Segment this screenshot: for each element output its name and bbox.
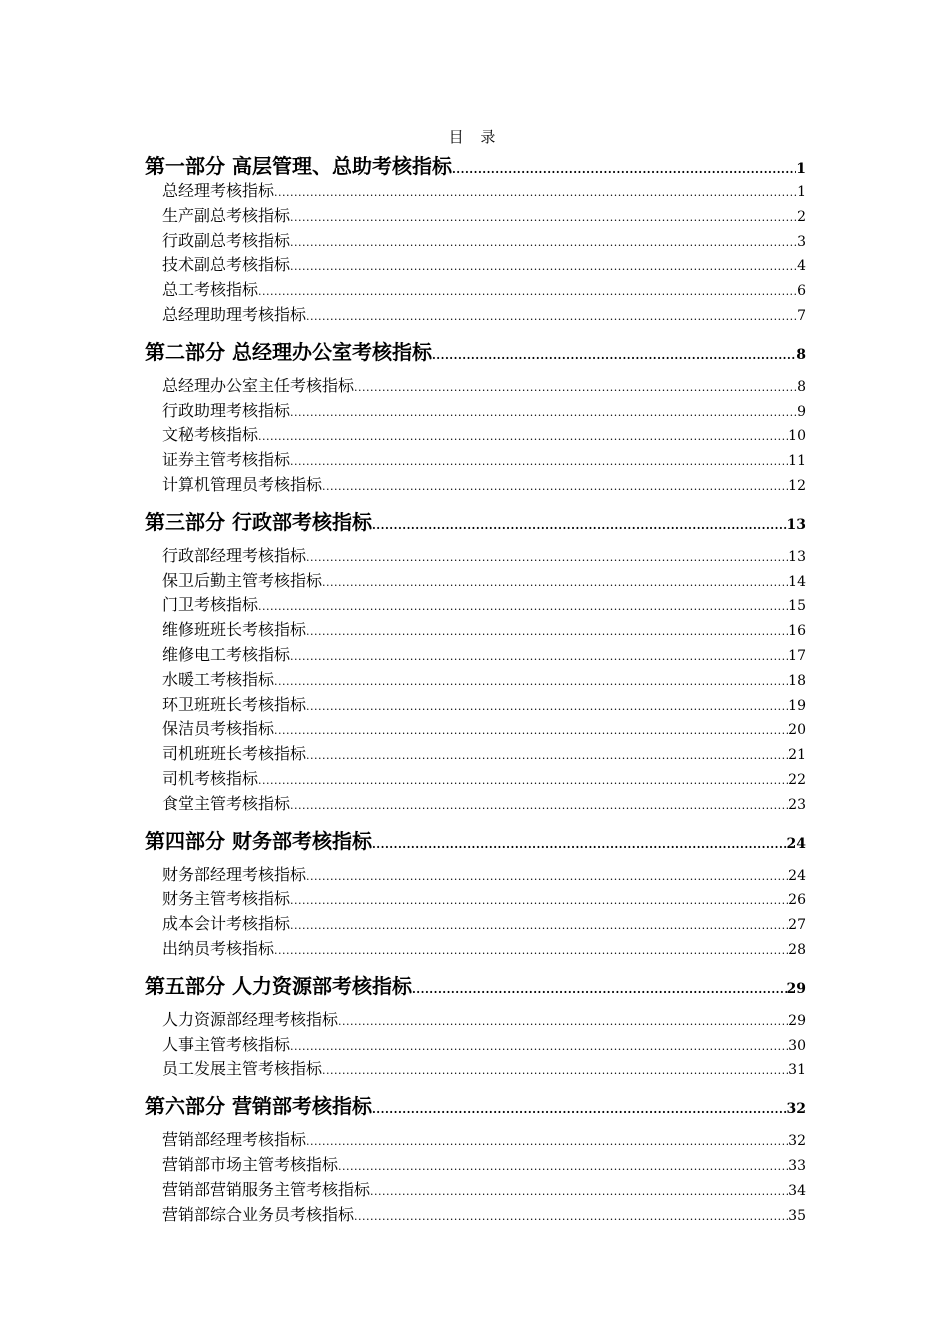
dot-leader [306,1135,788,1148]
toc-entry-page: 3 [797,233,806,250]
toc-entry-page: 31 [788,1062,806,1079]
toc-entry-label: 食堂主管考核指标 [162,793,291,813]
toc-title: 目 录 [448,128,502,146]
toc-entry[interactable] [145,302,806,327]
toc-entry-label: 保洁员考核指标 [162,719,275,739]
toc-entry[interactable] [145,568,806,593]
toc-entry-label: 计算机管理员考核指标 [162,474,323,494]
toc-entry-label: 门卫考核指标 [162,595,259,615]
dot-leader [306,625,788,638]
toc-entry-page: 8 [797,378,806,395]
dot-leader [370,1185,788,1198]
toc-entry[interactable] [145,1056,806,1081]
toc-entry[interactable] [145,911,806,936]
dot-leader [338,1015,788,1028]
dot-leader [322,480,788,493]
toc-section-page: 24 [786,835,806,852]
toc-entry-label: 人事主管考核指标 [162,1034,291,1054]
toc-entry[interactable] [145,1032,806,1057]
toc-entry-page: 6 [797,283,806,300]
toc-entry[interactable] [145,642,806,667]
toc-section-6[interactable] [145,1090,806,1118]
toc-entry[interactable] [145,178,806,203]
toc-entry-page: 28 [788,941,806,958]
dot-leader [354,1210,788,1223]
toc-entry-label: 环卫班班长考核指标 [162,694,307,714]
toc-entry-page: 26 [788,892,806,909]
toc-entry-page: 7 [797,307,806,324]
toc-entry-page: 1 [797,184,806,200]
toc-section-label: 第五部分 人力资源部考核指标 [145,973,412,998]
toc-entry[interactable] [145,617,806,642]
toc-entry-label: 财务部经理考核指标 [162,864,307,884]
toc-entry-page: 17 [788,647,806,664]
dot-leader [306,870,788,883]
toc-entry-label: 保卫后勤主管考核指标 [162,570,323,590]
toc-entry[interactable] [145,472,806,497]
dot-leader [452,163,796,176]
toc-entry-label: 营销部经理考核指标 [162,1130,307,1150]
toc-entry[interactable] [145,862,806,887]
toc-entry[interactable] [145,1152,806,1177]
dot-leader [258,600,788,613]
toc-entry-label: 员工发展主管考核指标 [162,1059,323,1079]
toc-entry-page: 23 [788,796,806,813]
dot-leader [290,799,788,812]
dot-leader [274,944,788,957]
dot-leader [338,1160,788,1173]
dot-leader [306,310,797,323]
toc-entry[interactable] [145,716,806,741]
toc-entry-label: 总经理助理考核指标 [162,304,307,324]
toc-entry[interactable] [145,543,806,568]
toc-entry-page: 18 [788,672,806,689]
dot-leader [274,186,797,199]
toc-entry-label: 生产副总考核指标 [162,205,291,225]
toc-entry-page: 19 [788,697,806,714]
dot-leader [372,519,787,532]
toc-entry-page: 29 [788,1012,806,1029]
dot-leader [412,983,787,996]
dot-leader [290,211,797,224]
toc-section-5[interactable] [145,970,806,998]
toc-entry-label: 营销部营销服务主管考核指标 [162,1179,371,1199]
toc-entry-label: 证券主管考核指标 [162,450,291,470]
dot-leader [258,430,788,443]
toc-entry-page: 9 [797,403,806,420]
dot-leader [322,576,788,589]
toc-entry-page: 12 [788,477,806,494]
toc-entry-page: 32 [788,1133,806,1150]
toc-entry-page: 4 [797,258,806,275]
toc-entry-label: 人力资源部经理考核指标 [162,1009,339,1029]
toc-entry-label: 总工考核指标 [162,280,259,300]
toc-entry-label: 水暖工考核指标 [162,669,275,689]
toc-entry-label: 行政副总考核指标 [162,230,291,250]
toc-section-label: 第六部分 营销部考核指标 [145,1094,372,1119]
toc-entry-label: 维修班班长考核指标 [162,620,307,640]
dot-leader [290,260,797,273]
toc-entry-page: 20 [788,722,806,739]
dot-leader [354,381,797,394]
toc-section-label: 第一部分 高层管理、总助考核指标 [145,154,452,178]
toc-entry-label: 成本会计考核指标 [162,914,291,934]
dot-leader [290,894,788,907]
toc-entry-page: 27 [788,917,806,934]
dot-leader [290,406,797,419]
toc-section-page: 29 [786,980,806,997]
toc-entry[interactable] [145,1177,806,1202]
dot-leader [290,919,788,932]
dot-leader [290,455,788,468]
dot-leader [306,551,788,564]
toc-entry-page: 15 [788,598,806,615]
toc-section-2[interactable] [145,336,806,364]
toc-section-label: 第四部分 财务部考核指标 [145,828,372,853]
toc-entry[interactable] [145,886,806,911]
toc-entry[interactable] [145,422,806,447]
toc-entry[interactable] [145,373,806,398]
dot-leader [322,1064,788,1077]
toc-entry-page: 13 [788,548,806,565]
toc-entry[interactable] [145,667,806,692]
toc-entry-page: 34 [788,1182,806,1199]
toc-entry-label: 营销部综合业务员考核指标 [162,1204,355,1224]
toc-section-4[interactable] [145,825,806,853]
toc-section-page: 1 [796,161,806,177]
toc-entry[interactable] [145,592,806,617]
toc-entry-page: 33 [788,1157,806,1174]
toc-entry[interactable] [145,741,806,766]
toc-entry[interactable] [145,277,806,302]
toc-entry-label: 司机班班长考核指标 [162,744,307,764]
table-of-contents [145,150,806,1226]
dot-leader [290,650,788,663]
toc-entry[interactable] [145,766,806,791]
toc-entry-page: 10 [788,428,806,445]
toc-section-page: 32 [786,1101,806,1118]
toc-entry[interactable] [145,252,806,277]
toc-entry[interactable] [145,203,806,228]
toc-section-1[interactable] [145,150,806,178]
dot-leader [290,236,797,249]
toc-entry[interactable] [145,791,806,816]
toc-entry-label: 出纳员考核指标 [162,938,275,958]
dot-leader [372,838,787,851]
dot-leader [306,749,788,762]
dot-leader [372,1103,787,1116]
toc-entry[interactable] [145,447,806,472]
toc-entry-page: 35 [788,1207,806,1224]
toc-entry-label: 总经理办公室主任考核指标 [162,375,355,395]
toc-entry-page: 24 [788,867,806,884]
toc-entry-label: 行政部经理考核指标 [162,545,307,565]
toc-section-3[interactable] [145,506,806,534]
dot-leader [432,349,796,362]
toc-entry-page: 11 [788,453,806,470]
toc-entry[interactable] [145,1202,806,1227]
toc-entry-page: 16 [788,623,806,640]
toc-entry[interactable] [145,398,806,423]
toc-entry-label: 财务主管考核指标 [162,889,291,909]
toc-entry-page: 30 [788,1037,806,1054]
toc-entry-label: 文秘考核指标 [162,425,259,445]
toc-entry-page: 22 [788,771,806,788]
toc-entry-label: 行政助理考核指标 [162,400,291,420]
toc-section-page: 8 [796,346,806,363]
toc-entry[interactable] [145,1007,806,1032]
dot-leader [258,774,788,787]
toc-section-label: 第三部分 行政部考核指标 [145,509,372,534]
toc-entry-page: 2 [797,208,806,225]
toc-entry-label: 司机考核指标 [162,768,259,788]
dot-leader [290,1040,788,1053]
toc-entry-page: 14 [788,573,806,590]
toc-entry[interactable] [145,1127,806,1152]
toc-entry[interactable] [145,692,806,717]
toc-entry-label: 总经理考核指标 [162,181,275,200]
dot-leader [306,700,788,713]
toc-entry-label: 技术副总考核指标 [162,255,291,275]
toc-section-label: 第二部分 总经理办公室考核指标 [145,339,432,364]
dot-leader [274,724,788,737]
toc-entry[interactable] [145,936,806,961]
toc-entry[interactable] [145,228,806,253]
toc-entry-page: 21 [788,747,806,764]
dot-leader [274,675,788,688]
toc-section-page: 13 [786,516,806,533]
toc-entry-label: 维修电工考核指标 [162,644,291,664]
toc-entry-label: 营销部市场主管考核指标 [162,1154,339,1174]
dot-leader [258,285,797,298]
